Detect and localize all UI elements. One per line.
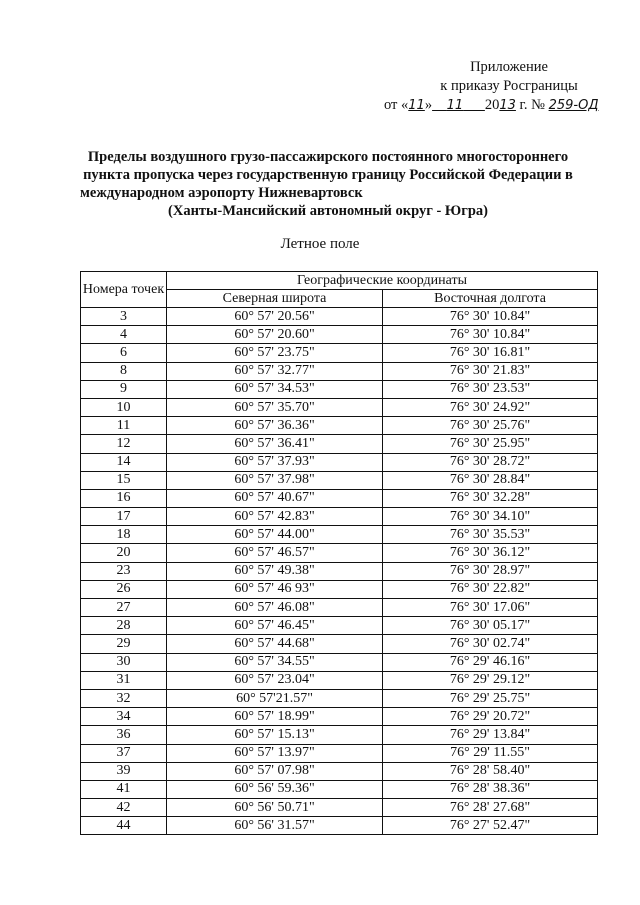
table-row xyxy=(81,671,598,689)
latitude-cell: 60° 57' 46 93" xyxy=(167,580,383,598)
latitude-cell: 60° 57' 46.08" xyxy=(167,599,383,617)
longitude-cell: 76° 30' 22.82" xyxy=(383,580,598,598)
point-number-cell: 23 xyxy=(81,562,167,580)
latitude-cell: 60° 57' 20.56" xyxy=(167,308,383,326)
table-body xyxy=(81,308,598,835)
longitude-cell: 76° 28' 38.36" xyxy=(383,780,598,798)
longitude-cell: 76° 30' 16.81" xyxy=(383,344,598,362)
point-number-cell: 6 xyxy=(81,344,167,362)
order-month: 11 xyxy=(446,98,464,113)
point-number-cell: 28 xyxy=(81,617,167,635)
table-row xyxy=(81,744,598,762)
longitude-cell: 76° 30' 05.17" xyxy=(383,617,598,635)
table-row xyxy=(81,489,598,507)
longitude-cell: 76° 30' 28.72" xyxy=(383,453,598,471)
longitude-cell: 76° 30' 10.84" xyxy=(383,308,598,326)
longitude-cell: 76° 30' 28.84" xyxy=(383,471,598,489)
point-number-cell: 15 xyxy=(81,471,167,489)
point-number-cell: 27 xyxy=(81,599,167,617)
longitude-cell: 76° 30' 36.12" xyxy=(383,544,598,562)
latitude-cell: 60° 57' 36.41" xyxy=(167,435,383,453)
longitude-cell: 76° 29' 13.84" xyxy=(383,726,598,744)
longitude-cell: 76° 30' 34.10" xyxy=(383,508,598,526)
table-row xyxy=(81,417,598,435)
table-row xyxy=(81,326,598,344)
header-longitude: Восточная долгота xyxy=(383,290,598,308)
latitude-cell: 60° 57' 40.67" xyxy=(167,489,383,507)
longitude-cell: 76° 30' 32.28" xyxy=(383,489,598,507)
appendix-order-ref: к приказу Росграницы xyxy=(440,78,578,94)
longitude-cell: 76° 29' 11.55" xyxy=(383,744,598,762)
latitude-cell: 60° 57' 49.38" xyxy=(167,562,383,580)
table-row xyxy=(81,799,598,817)
point-number-cell: 9 xyxy=(81,380,167,398)
longitude-cell: 76° 30' 10.84" xyxy=(383,326,598,344)
point-number-cell: 34 xyxy=(81,708,167,726)
latitude-cell: 60° 56' 59.36" xyxy=(167,780,383,798)
longitude-cell: 76° 30' 24.92" xyxy=(383,398,598,416)
table-row xyxy=(81,762,598,780)
table-row xyxy=(81,653,598,671)
latitude-cell: 60° 57' 37.98" xyxy=(167,471,383,489)
title-line-4: (Ханты-Мансийский автономный округ - Югра) xyxy=(168,203,488,219)
point-number-cell: 41 xyxy=(81,780,167,798)
longitude-cell: 76° 29' 29.12" xyxy=(383,671,598,689)
section-subtitle: Летное поле xyxy=(280,236,360,252)
latitude-cell: 60° 57' 20.60" xyxy=(167,326,383,344)
latitude-cell: 60° 56' 50.71" xyxy=(167,799,383,817)
table-row xyxy=(81,562,598,580)
point-number-cell: 26 xyxy=(81,580,167,598)
latitude-cell: 60° 57' 23.04" xyxy=(167,671,383,689)
order-year-suffix: 13 xyxy=(499,98,516,113)
latitude-cell: 60° 56' 31.57" xyxy=(167,817,383,835)
point-number-cell: 10 xyxy=(81,398,167,416)
latitude-cell: 60° 57' 44.68" xyxy=(167,635,383,653)
title-line-2: пункта пропуска через государственную границу Российской Федерации в xyxy=(83,167,573,183)
latitude-cell: 60° 57' 42.83" xyxy=(167,508,383,526)
appendix-order-line xyxy=(384,96,634,115)
table-row xyxy=(81,617,598,635)
point-number-cell: 42 xyxy=(81,799,167,817)
table-row xyxy=(81,398,598,416)
longitude-cell: 76° 30' 02.74" xyxy=(383,635,598,653)
table-row xyxy=(81,580,598,598)
table-row xyxy=(81,435,598,453)
longitude-cell: 76° 28' 27.68" xyxy=(383,799,598,817)
table-row xyxy=(81,380,598,398)
order-prefix: от « xyxy=(384,97,409,113)
header-geo-coordinates: Географические координаты xyxy=(167,272,598,290)
longitude-cell: 76° 30' 17.06" xyxy=(383,599,598,617)
table-row xyxy=(81,344,598,362)
latitude-cell: 60° 57' 23.75" xyxy=(167,344,383,362)
longitude-cell: 76° 29' 46.16" xyxy=(383,653,598,671)
table-row xyxy=(81,599,598,617)
point-number-cell: 18 xyxy=(81,526,167,544)
title-line-1: Пределы воздушного грузо-пассажирского постоянного многостороннего xyxy=(87,149,569,165)
order-quote-close: » xyxy=(424,97,433,113)
point-number-cell: 3 xyxy=(81,308,167,326)
point-number-cell: 32 xyxy=(81,689,167,707)
longitude-cell: 76° 30' 21.83" xyxy=(383,362,598,380)
table-row xyxy=(81,453,598,471)
latitude-cell: 60° 57' 15.13" xyxy=(167,726,383,744)
table-row xyxy=(81,780,598,798)
point-number-cell: 4 xyxy=(81,326,167,344)
point-number-cell: 36 xyxy=(81,726,167,744)
longitude-cell: 76° 30' 28.97" xyxy=(383,562,598,580)
point-number-cell: 11 xyxy=(81,417,167,435)
longitude-cell: 76° 29' 25.75" xyxy=(383,689,598,707)
longitude-cell: 76° 28' 58.40" xyxy=(383,762,598,780)
longitude-cell: 76° 30' 35.53" xyxy=(383,526,598,544)
longitude-cell: 76° 30' 25.95" xyxy=(383,435,598,453)
latitude-cell: 60° 57' 07.98" xyxy=(167,762,383,780)
appendix-title: Приложение xyxy=(470,59,548,75)
point-number-cell: 44 xyxy=(81,817,167,835)
table-row xyxy=(81,635,598,653)
table-row xyxy=(81,708,598,726)
point-number-cell: 20 xyxy=(81,544,167,562)
longitude-cell: 76° 29' 20.72" xyxy=(383,708,598,726)
point-number-cell: 31 xyxy=(81,671,167,689)
point-number-cell: 17 xyxy=(81,508,167,526)
document-title xyxy=(68,148,588,220)
point-number-cell: 39 xyxy=(81,762,167,780)
title-line-3: международном аэропорту Нижневартовск xyxy=(80,185,363,201)
point-number-cell: 14 xyxy=(81,453,167,471)
latitude-cell: 60° 57' 13.97" xyxy=(167,744,383,762)
latitude-cell: 60° 57' 32.77" xyxy=(167,362,383,380)
header-point-number: Номера точек xyxy=(81,272,167,308)
point-number-cell: 12 xyxy=(81,435,167,453)
table-row xyxy=(81,526,598,544)
table-row xyxy=(81,689,598,707)
table-row xyxy=(81,508,598,526)
latitude-cell: 60° 57' 34.55" xyxy=(167,653,383,671)
latitude-cell: 60° 57' 34.53" xyxy=(167,380,383,398)
point-number-cell: 37 xyxy=(81,744,167,762)
order-day: 11 xyxy=(408,98,425,113)
latitude-cell: 60° 57' 46.57" xyxy=(167,544,383,562)
latitude-cell: 60° 57' 36.36" xyxy=(167,417,383,435)
latitude-cell: 60° 57'21.57" xyxy=(167,689,383,707)
point-number-cell: 16 xyxy=(81,489,167,507)
latitude-cell: 60° 57' 46.45" xyxy=(167,617,383,635)
table-row xyxy=(81,362,598,380)
order-number: 259-ОД xyxy=(548,98,599,113)
point-number-cell: 30 xyxy=(81,653,167,671)
order-year-word: г. № xyxy=(519,97,545,113)
point-number-cell: 29 xyxy=(81,635,167,653)
longitude-cell: 76° 30' 23.53" xyxy=(383,380,598,398)
latitude-cell: 60° 57' 35.70" xyxy=(167,398,383,416)
latitude-cell: 60° 57' 37.93" xyxy=(167,453,383,471)
table-row xyxy=(81,471,598,489)
point-number-cell: 8 xyxy=(81,362,167,380)
coordinates-table xyxy=(80,271,598,835)
table-row xyxy=(81,726,598,744)
table-row xyxy=(81,817,598,835)
header-latitude: Северная широта xyxy=(167,290,383,308)
table-row xyxy=(81,308,598,326)
longitude-cell: 76° 27' 52.47" xyxy=(383,817,598,835)
latitude-cell: 60° 57' 18.99" xyxy=(167,708,383,726)
table-row xyxy=(81,544,598,562)
latitude-cell: 60° 57' 44.00" xyxy=(167,526,383,544)
appendix-header xyxy=(384,58,634,115)
order-year-prefix: 20 xyxy=(484,97,500,113)
longitude-cell: 76° 30' 25.76" xyxy=(383,417,598,435)
